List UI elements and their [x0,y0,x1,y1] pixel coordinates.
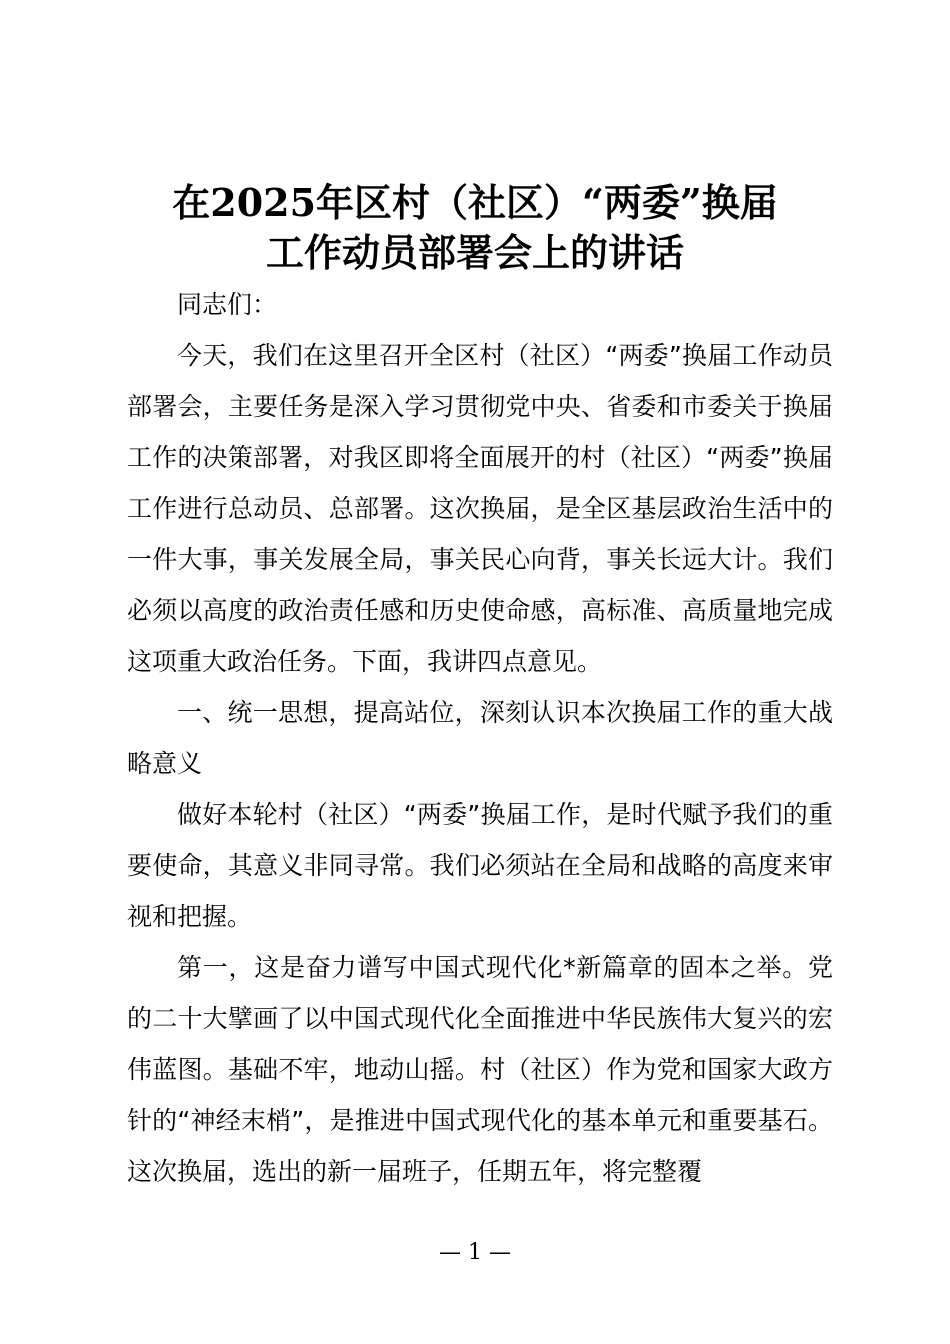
document-body [127,279,833,1197]
section-heading-1: 一、统一思想，提高站位，深刻认识本次换届工作的重大战略意义 [127,698,833,778]
title-line-1: 在2025年区村（社区）“两委”换届 [172,180,778,225]
paragraph-intro: 今天，我们在这里召开全区村（社区）“两委”换届工作动员部署会，主要任务是深入学习贯彻党中央、省委和市委关于换届工作的决策部署，对我区即将全面展开的村（社区）“两委”换届工作进行总动员、总部署。这次换届，是全区基层政治生活中的一件大事，事关发展全局，事关民心向背，事关长远大计。我们必须以高度的政治责任感和历史使命感，高标准、高质量地完成这项重大政治任务。下面，我讲四点意见。 [127,341,833,676]
document-title [100,178,850,278]
page-number: — 1 — [439,1240,511,1265]
title-line-2: 工作动员部署会上的讲话 [265,230,684,275]
salutation: 同志们： [177,290,278,319]
paragraph-section-1-intro: 做好本轮村（社区）“两委”换届工作，是时代赋予我们的重要使命，其意义非同寻常。我们必须站在全局和战略的高度来审视和把握。 [127,800,833,931]
paragraph-point-1: 第一，这是奋力谱写中国式现代化*新篇章的固本之举。党的二十大擘画了以中国式现代化全面推进中华民族伟大复兴的宏伟蓝图。基础不牢，地动山摇。村（社区）作为党和国家大政方针的“神经末梢”，是推进中国式现代化的基本单元和重要基石。这次换届，选出的新一届班子，任期五年，将完整覆 [127,953,833,1186]
